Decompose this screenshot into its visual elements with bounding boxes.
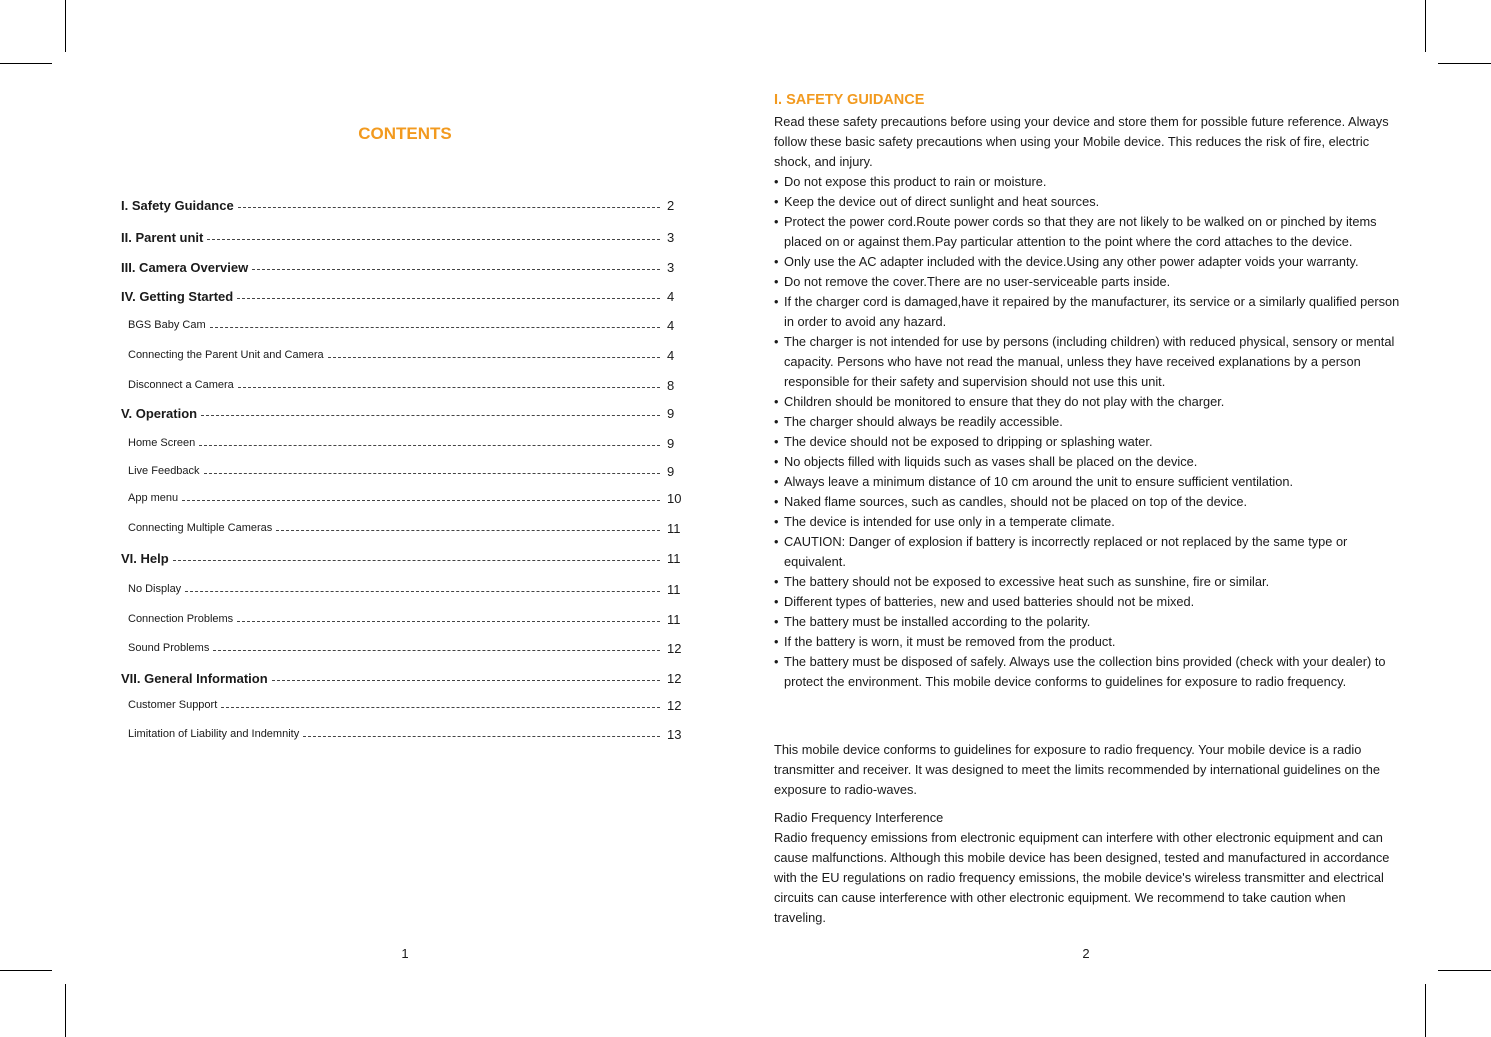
safety-page <box>745 0 1491 1037</box>
safety-bullet: • If the charger cord is damaged,have it repaired by the manufacturer, its service or a similarly qualified person in order to avoid any hazard. <box>774 292 1402 332</box>
toc-leader <box>207 239 660 240</box>
toc-leader <box>238 387 660 388</box>
toc-page-number: 12 <box>667 697 682 713</box>
toc-leader <box>173 560 660 561</box>
toc-leader <box>272 680 660 681</box>
toc-page-number: 4 <box>667 288 675 304</box>
safety-bullet: • If the battery is worn, it must be removed from the product. <box>774 632 1402 652</box>
safety-bullet: • The device should not be exposed to dripping or splashing water. <box>774 432 1402 452</box>
safety-bullet: • The charger should always be readily accessible. <box>774 412 1402 432</box>
safety-bullet: • Protect the power cord.Route power cords so that they are not likely to be walked on or pinched by items placed on or against them.Pay particular attention to the point where the cord attaches to the device. <box>774 212 1402 252</box>
toc-label: Limitation of Liability and Indemnity <box>128 728 300 740</box>
toc-label: II. Parent unit <box>121 229 204 245</box>
toc-page-number: 3 <box>667 229 675 245</box>
safety-bullet: • Do not expose this product to rain or moisture. <box>774 172 1402 192</box>
toc-label: VII. General Information <box>121 670 268 686</box>
toc-page-number: 13 <box>667 726 682 742</box>
toc-leader <box>303 736 660 737</box>
toc-page-number: 10 <box>667 490 682 506</box>
toc-label: Connection Problems <box>128 613 234 625</box>
toc-entry[interactable] <box>121 547 687 569</box>
toc-page-number: 3 <box>667 259 675 275</box>
toc-label: I. Safety Guidance <box>121 197 234 213</box>
toc-label: Live Feedback <box>128 465 200 477</box>
toc-entry[interactable] <box>121 194 687 216</box>
toc-entry[interactable] <box>121 314 687 336</box>
safety-bullet: • The charger is not intended for use by persons (including children) with reduced physical, sensory or mental capacity. Persons who have not read the manual, unless they have received explanations by a person responsible for their safety and supervision should not use this unit. <box>774 332 1402 392</box>
safety-bullet: • CAUTION: Danger of explosion if battery is incorrectly replaced or not replaced by the same type or equivalent. <box>774 532 1402 572</box>
toc-entry[interactable] <box>121 402 687 424</box>
toc-entry[interactable] <box>121 460 687 482</box>
rf-section <box>774 740 1394 800</box>
toc-entry[interactable] <box>121 432 687 454</box>
toc-leader <box>201 415 660 416</box>
toc-label: Connecting the Parent Unit and Camera <box>128 349 324 361</box>
toc-leader <box>237 298 660 299</box>
toc-entry[interactable] <box>121 517 687 539</box>
toc-page-number: 4 <box>667 317 675 333</box>
toc-label: Disconnect a Camera <box>128 379 234 391</box>
rfi-section <box>774 808 1394 928</box>
toc-page-number: 8 <box>667 377 675 393</box>
toc-leader <box>252 269 660 270</box>
toc-label: No Display <box>128 583 182 595</box>
toc-label: App menu <box>128 492 179 504</box>
toc-page-number: 12 <box>667 640 682 656</box>
toc-entry[interactable] <box>121 723 687 745</box>
toc-leader <box>204 473 660 474</box>
page-number: 1 <box>401 946 409 961</box>
rf-paragraph: This mobile device conforms to guidelines for exposure to radio frequency. Your mobile device is a radio transmitter and receiver. It was designed to meet the limits recommended by international guidelines on the exposure to radio-waves. <box>774 742 1381 797</box>
toc-page-number: 9 <box>667 405 675 421</box>
toc-label: Customer Support <box>128 699 218 711</box>
toc-leader <box>185 591 660 592</box>
safety-bullet: • Naked flame sources, such as candles, should not be placed on top of the device. <box>774 492 1402 512</box>
toc-entry[interactable] <box>121 637 687 659</box>
intro-paragraph: Read these safety precautions before using your device and store them for possible future reference. Always follow these basic safety precautions when using your Mobile device. This reduces the risk of fire, electric shock, and injury. <box>774 114 1389 169</box>
toc-leader <box>221 707 660 708</box>
toc-label: V. Operation <box>121 405 198 421</box>
toc-entry[interactable] <box>121 256 687 278</box>
toc-label: IV. Getting Started <box>121 288 234 304</box>
rfi-heading: Radio Frequency Interference <box>774 810 944 825</box>
toc-page-number: 11 <box>667 581 681 597</box>
toc-leader <box>213 650 660 651</box>
safety-bullet: • The device is intended for use only in a temperate climate. <box>774 512 1402 532</box>
contents-title: CONTENTS <box>358 124 452 143</box>
safety-bullet: • Children should be monitored to ensure that they do not play with the charger. <box>774 392 1402 412</box>
toc-page-number: 4 <box>667 347 675 363</box>
toc-entry[interactable] <box>121 608 687 630</box>
safety-bullet: • The battery must be installed according to the polarity. <box>774 612 1402 632</box>
safety-bullet: • Different types of batteries, new and used batteries should not be mixed. <box>774 592 1402 612</box>
safety-bullet: • The battery must be disposed of safely. Always use the collection bins provided (check with your dealer) to protect the environment. This mobile device conforms to guidelines for exposure to radio frequency. <box>774 652 1402 692</box>
toc-entry[interactable] <box>121 667 687 689</box>
safety-bullet: • No objects filled with liquids such as vases shall be placed on the device. <box>774 452 1402 472</box>
safety-bullet: • Always leave a minimum distance of 10 cm around the unit to ensure sufficient ventilation. <box>774 472 1402 492</box>
toc-entry[interactable] <box>121 487 687 509</box>
toc-label: BGS Baby Cam <box>128 319 206 331</box>
toc-page-number: 11 <box>667 611 681 627</box>
toc-page-number: 2 <box>667 197 675 213</box>
toc-page-number: 11 <box>667 520 681 536</box>
toc-entry[interactable] <box>121 226 687 248</box>
section-title: I. SAFETY GUIDANCE <box>774 92 925 108</box>
toc-page-number: 12 <box>667 670 682 686</box>
safety-bullet-list <box>774 172 1402 692</box>
page-number: 2 <box>1082 946 1090 961</box>
toc-leader <box>276 530 660 531</box>
toc-leader <box>238 207 660 208</box>
toc-label: Sound Problems <box>128 642 210 654</box>
toc-entry[interactable] <box>121 374 687 396</box>
safety-body <box>774 112 1402 692</box>
toc-leader <box>199 445 660 446</box>
contents-page <box>0 0 745 1037</box>
toc-page-number: 9 <box>667 463 675 479</box>
rfi-paragraph: Radio frequency emissions from electronic equipment can interfere with other electronic equipment and can cause malfunctions. Although this mobile device has been designed, tested and manufactured in accordance with the EU regulations on radio frequency emissions, the mobile device's wireless transmitter and electrical circuits can cause interference with other electronic equipment. We recommend to take caution when traveling. <box>774 830 1390 925</box>
safety-bullet: • The battery should not be exposed to excessive heat such as sunshine, fire or similar. <box>774 572 1402 592</box>
safety-bullet: • Only use the AC adapter included with the device.Using any other power adapter voids your warranty. <box>774 252 1402 272</box>
toc-label: III. Camera Overview <box>121 259 249 275</box>
toc-leader <box>237 621 660 622</box>
toc-leader <box>182 500 660 501</box>
toc-page-number: 9 <box>667 435 675 451</box>
toc-label: Home Screen <box>128 437 196 449</box>
toc-label: VI. Help <box>121 550 169 566</box>
toc-entry[interactable] <box>121 285 687 307</box>
toc-entry[interactable] <box>121 578 687 600</box>
toc-entry[interactable] <box>121 694 687 716</box>
toc-leader <box>210 327 660 328</box>
toc-label: Connecting Multiple Cameras <box>128 522 273 534</box>
toc-entry[interactable] <box>121 344 687 366</box>
safety-bullet: • Keep the device out of direct sunlight and heat sources. <box>774 192 1402 212</box>
toc-leader <box>328 357 660 358</box>
toc-page-number: 11 <box>667 550 681 566</box>
safety-bullet: • Do not remove the cover.There are no user-serviceable parts inside. <box>774 272 1402 292</box>
